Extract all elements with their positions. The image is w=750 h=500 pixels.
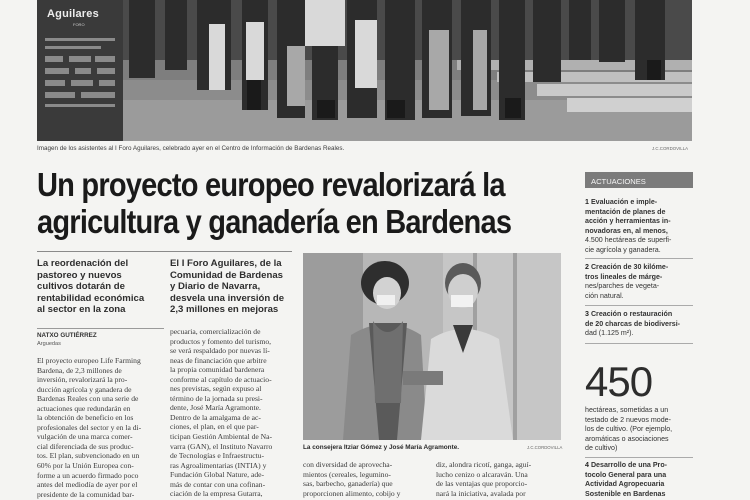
banner-sponsor-logos — [37, 0, 123, 141]
sidebar-item-1 — [585, 198, 695, 255]
body-line: proporcionen alimento, cobijo y — [303, 488, 401, 498]
sidebar-item-line: los de cultivo. (Por ejemplo, — [585, 425, 673, 434]
sidebar-item-4 — [585, 406, 695, 454]
sidebar-item-text: Evaluación e imple- — [590, 198, 658, 206]
body-line: presidente de la comunidad bar- — [37, 489, 135, 499]
deck-line: La reordenación del — [37, 258, 129, 269]
body-line: productos y fomento del turismo, — [170, 336, 272, 346]
sidebar-item-line: cie agrícola y ganadera. — [585, 245, 661, 254]
body-line: la obtención de beneficio en los — [37, 413, 134, 423]
body-line: de las ventajas que proporcio- — [436, 479, 528, 489]
body-line: Fundación Global Nature, ade- — [170, 470, 265, 480]
deck-line: rentabilidad económica — [37, 292, 145, 304]
deck-line: desvela una inversión de — [170, 292, 285, 304]
body-line: diz, alondra ricotí, ganga, aguí- — [436, 460, 532, 469]
body-column-3 — [303, 460, 431, 500]
headline-line: agricultura y ganadería en Bardenas — [37, 203, 512, 240]
body-column-1 — [37, 356, 165, 500]
deck-line: 2,3 millones en mejoras — [170, 304, 279, 316]
body-line: vulgación de una marca comer- — [37, 432, 133, 442]
sidebar-item-line — [585, 198, 695, 208]
deck-line: pastoreo y nuevos — [37, 269, 122, 281]
item-number: 2 — [585, 263, 589, 271]
group-photo — [37, 0, 692, 141]
body-line: varra (GAN), el Instituto Navarro — [170, 441, 273, 451]
body-line: de Tecnologías e Infraestructu- — [170, 451, 264, 461]
body-line: más de contar con una cofinan- — [170, 479, 266, 489]
body-line: neas de financiación que arbitre — [170, 355, 267, 365]
sidebar-item-line — [585, 208, 695, 218]
photo-caption: Imagen de los asistentes al I Foro Aguilares, celebrado ayer en el Centro de Información de Bardenas Reales. — [37, 145, 345, 152]
divider — [585, 457, 693, 458]
body-line: cial diferenciada de sus produc- — [37, 441, 134, 451]
deck-line: cultivos dotarán de — [37, 281, 125, 293]
headline-line: Un proyecto europeo revalorizará la — [37, 166, 505, 203]
body-line: ciación de la empresa Gutarra, — [170, 489, 263, 499]
sidebar-item-line — [585, 320, 695, 330]
body-line: pecuaria, comercialización de — [170, 327, 261, 336]
body-line: El proyecto europeo Life Farming — [37, 356, 141, 365]
body-line: Dentro de la amalgama de ac- — [170, 412, 261, 422]
sidebar-item-text: de 20 charcas de biodiversi- — [585, 319, 681, 328]
banner-logo: Aguilares — [47, 8, 99, 20]
portrait-caption: La consejera Itziar Gómez y José María Agramonte. — [303, 444, 460, 451]
deck-line: El I Foro Aguilares, de la — [170, 258, 282, 269]
body-line: profesionales del sector y en la di- — [37, 422, 142, 432]
headline — [37, 166, 512, 240]
photo-credit: J.C.CORDOVILLA — [652, 146, 689, 151]
sidebar-item-text: novadoras en, al menos, — [585, 226, 668, 235]
body-line: mientos (cereales, legumino- — [303, 469, 391, 479]
sidebar-item-line — [585, 227, 695, 237]
body-line: nará la iniciativa, avalada por — [436, 488, 526, 498]
portrait-photo — [303, 253, 561, 440]
sidebar-item-line — [585, 263, 695, 273]
event-banner — [37, 0, 123, 141]
sidebar-item-line — [585, 217, 695, 227]
sidebar-item-line: dad (1.125 m²). — [585, 329, 634, 338]
sidebar-item-text: Actividad Agropecuaria — [585, 480, 665, 489]
sidebar-item-line — [585, 490, 695, 500]
banner-logo-sub: FORO — [73, 22, 85, 27]
item-number: 1 — [585, 198, 589, 206]
body-line: término de la jornada su presi- — [170, 393, 263, 403]
body-line: Bardena, de 2,3 millones de — [37, 365, 122, 375]
body-line: se verá respaldado por nuevas lí- — [170, 346, 270, 356]
divider — [585, 258, 693, 259]
sidebar-item-line — [585, 273, 695, 283]
body-line: actuaciones que redundarán en — [37, 403, 131, 413]
divider — [37, 328, 164, 329]
body-line: ras Agroalimentarias (INTIA) y — [170, 460, 267, 470]
divider — [585, 305, 693, 306]
sidebar-item-text: Desarrollo de una Pro- — [590, 461, 668, 469]
body-column-2 — [170, 327, 298, 500]
body-column-4 — [436, 460, 564, 500]
body-line: forme a un acuerdo firmado poco — [37, 470, 139, 480]
body-line: lucho cenizo o alcaraván. Una — [436, 469, 528, 479]
dateline: Arguedas — [37, 341, 61, 347]
sidebar-item-text: Creación de 30 kilóme- — [590, 263, 669, 271]
sidebar-item-text: mentación de planes de — [585, 207, 666, 216]
sidebar-item-text: acción y herramientas in- — [585, 217, 671, 226]
portrait-photo-scene — [303, 253, 561, 440]
body-line: inversión, revalorizará la pro- — [37, 375, 128, 385]
sidebar-item-line — [585, 480, 695, 490]
byline: NATXO GUTIÉRREZ — [37, 332, 97, 339]
sidebar-item-line — [585, 471, 695, 481]
subheadline-2 — [170, 258, 295, 316]
divider — [37, 251, 292, 252]
body-line: antes del mediodía de ayer por el — [37, 480, 138, 490]
sidebar-item-line: de cultivo) — [585, 444, 618, 453]
sidebar-item-text: tocolo General para una — [585, 470, 667, 479]
body-line: sas, barbecho, ganadería) que — [303, 479, 393, 489]
body-line: ticipan Gestión Ambiental de Na- — [170, 432, 273, 442]
body-line: dente, José María Agramonte. — [170, 403, 261, 413]
body-line: 60% por la Unión Europea con- — [37, 461, 134, 471]
body-line: ducción agrícola y ganadera de — [37, 384, 132, 394]
deck-line: Comunidad de Bardenas — [170, 269, 284, 281]
item-number: 4 — [585, 461, 589, 469]
body-line: la propia comunidad bardenera — [170, 365, 265, 375]
portrait-credit: J.C.CORDOVILLA — [527, 445, 563, 450]
sidebar-item-line — [585, 461, 695, 471]
sidebar-item-line: aromáticas o asociaciones — [585, 434, 669, 443]
body-line: Bardenas Reales con una serie de — [37, 394, 139, 404]
body-line: con diversidad de aprovecha- — [303, 460, 393, 469]
sidebar-item-line: 4.500 hectáreas de superfi- — [585, 236, 672, 245]
sidebar-item-text: tros lineales de márge- — [585, 272, 663, 281]
item-number: 3 — [585, 310, 589, 318]
sidebar-item-3 — [585, 310, 695, 339]
sidebar-item-text: Sostenible en Bardenas — [585, 489, 666, 498]
sidebar-item-line: ción natural. — [585, 291, 624, 300]
sidebar-item-line — [585, 310, 695, 320]
sidebar-title: ACTUACIONES — [585, 172, 693, 188]
deck-line: y Diario de Navarra, — [170, 281, 261, 293]
body-line: conforme al capítulo de actuacio- — [170, 374, 272, 384]
sidebar-item-2 — [585, 263, 695, 301]
body-line: nes previstas, según expuso al — [170, 384, 262, 394]
sidebar-item-line: nes/parches de vegeta- — [585, 282, 660, 291]
divider — [585, 343, 693, 344]
deck-line: al sector en la zona — [37, 304, 126, 316]
subheadline-1 — [37, 258, 165, 316]
body-line: ciones, el plan, en el que par- — [170, 422, 259, 432]
sidebar-item-line: hectáreas, sometidas a un — [585, 406, 669, 414]
group-photo-scene — [37, 0, 692, 141]
sidebar-item-text: Creación o restauración — [590, 310, 673, 318]
big-number: 450 — [585, 358, 653, 405]
body-line: tos. El plan, subvencionado en un — [37, 451, 140, 461]
sidebar-item-line: testado de 2 nuevos mode- — [585, 415, 671, 424]
sidebar-item-5 — [585, 461, 695, 499]
